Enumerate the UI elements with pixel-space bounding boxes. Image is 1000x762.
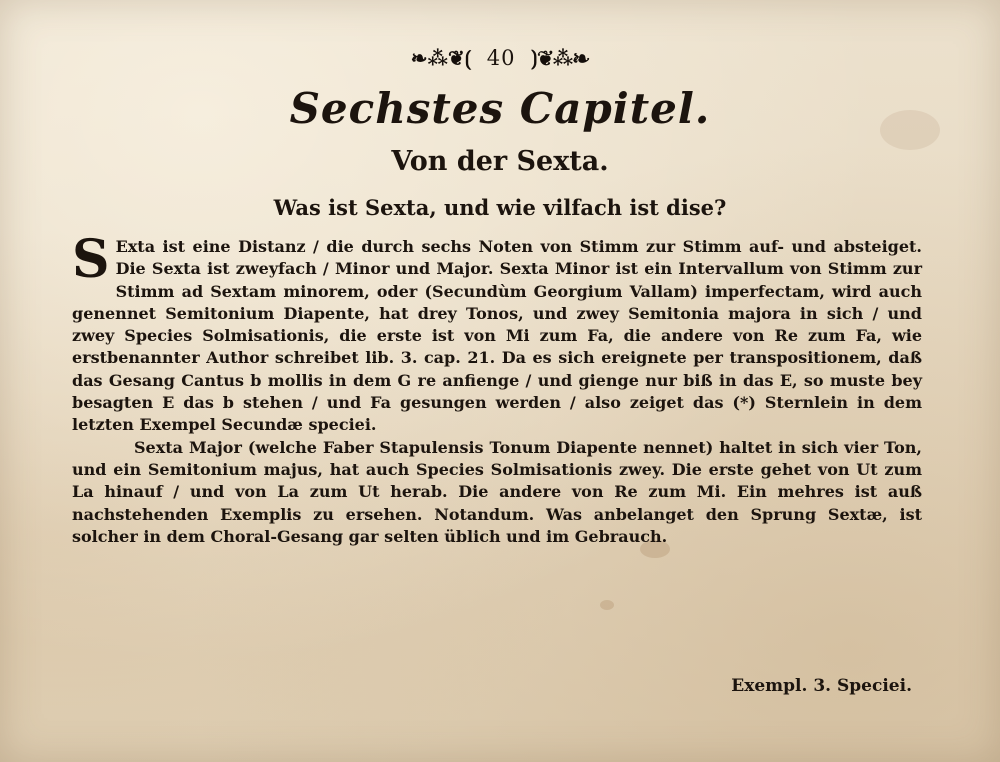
paragraph-2: [72, 437, 922, 548]
drop-cap: S: [72, 229, 110, 290]
paper-stain: [600, 600, 614, 610]
chapter-subtitle: Von der Sexta.: [391, 146, 609, 177]
page-header: [0, 42, 1000, 71]
body-text: [72, 229, 922, 548]
paragraph-2-text: Sexta Major (welche Faber Stapulensis Tonum Diapente nennet) haltet in sich vier Ton, und ein Semitonium majus, hat auch Species Solmisationis zwey. Die erste gehet von Ut zum La hinauf / und von La zum Ut herab. Die andere von Re zum Mi. Ein mehres ist auß nachstehenden Exemplis zu ersehen. Notandum. Was anbelanget den Sprung Sextæ, ist solcher in dem Choral-Gesang gar selten üblich und im Gebrauch.: [72, 437, 922, 546]
page-number: 40: [486, 46, 516, 70]
example-label: Exempl. 3. Speciei.: [731, 676, 912, 696]
ornament-right-icon: ⟯❦⁂❧: [530, 46, 590, 70]
ornament-left-icon: ❧⁂❦⟮: [410, 46, 472, 70]
section-question: Was ist Sexta, und wie vilfach ist dise?: [273, 195, 727, 220]
paragraph-1: [72, 229, 922, 437]
paragraph-1-text: Exta ist eine Distanz / die durch sechs Noten von Stimm zur Stimm auf- und absteiget. Die Sexta ist zweyfach / Minor und Major. Sexta Minor ist ein Intervallum von Stimm zur Stimm ad Sextam minorem, oder (Secundùm Georgium Vallam) imperfectam, wird auch genennet Semitonium Diapente, hat drey Tonos, und zwey Semitonia majora in sich / und zwey Species Solmisationis, die erste ist von Mi zum Fa, die andere von Re zum Fa, wie erstbenannter Author schreibet lib. 3. cap. 21. Da es sich ereignete per transpositionem, daß das Gesang Cantus b mollis in dem G re anfienge / und gienge nur biß in das E, so muste bey besagten E das b stehen / und Fa gesungen werden / also zeiget das (*) Sternlein in dem letzten Exempel Secundæ speciei.: [72, 237, 922, 435]
chapter-title: Sechstes Capitel.: [289, 84, 711, 133]
